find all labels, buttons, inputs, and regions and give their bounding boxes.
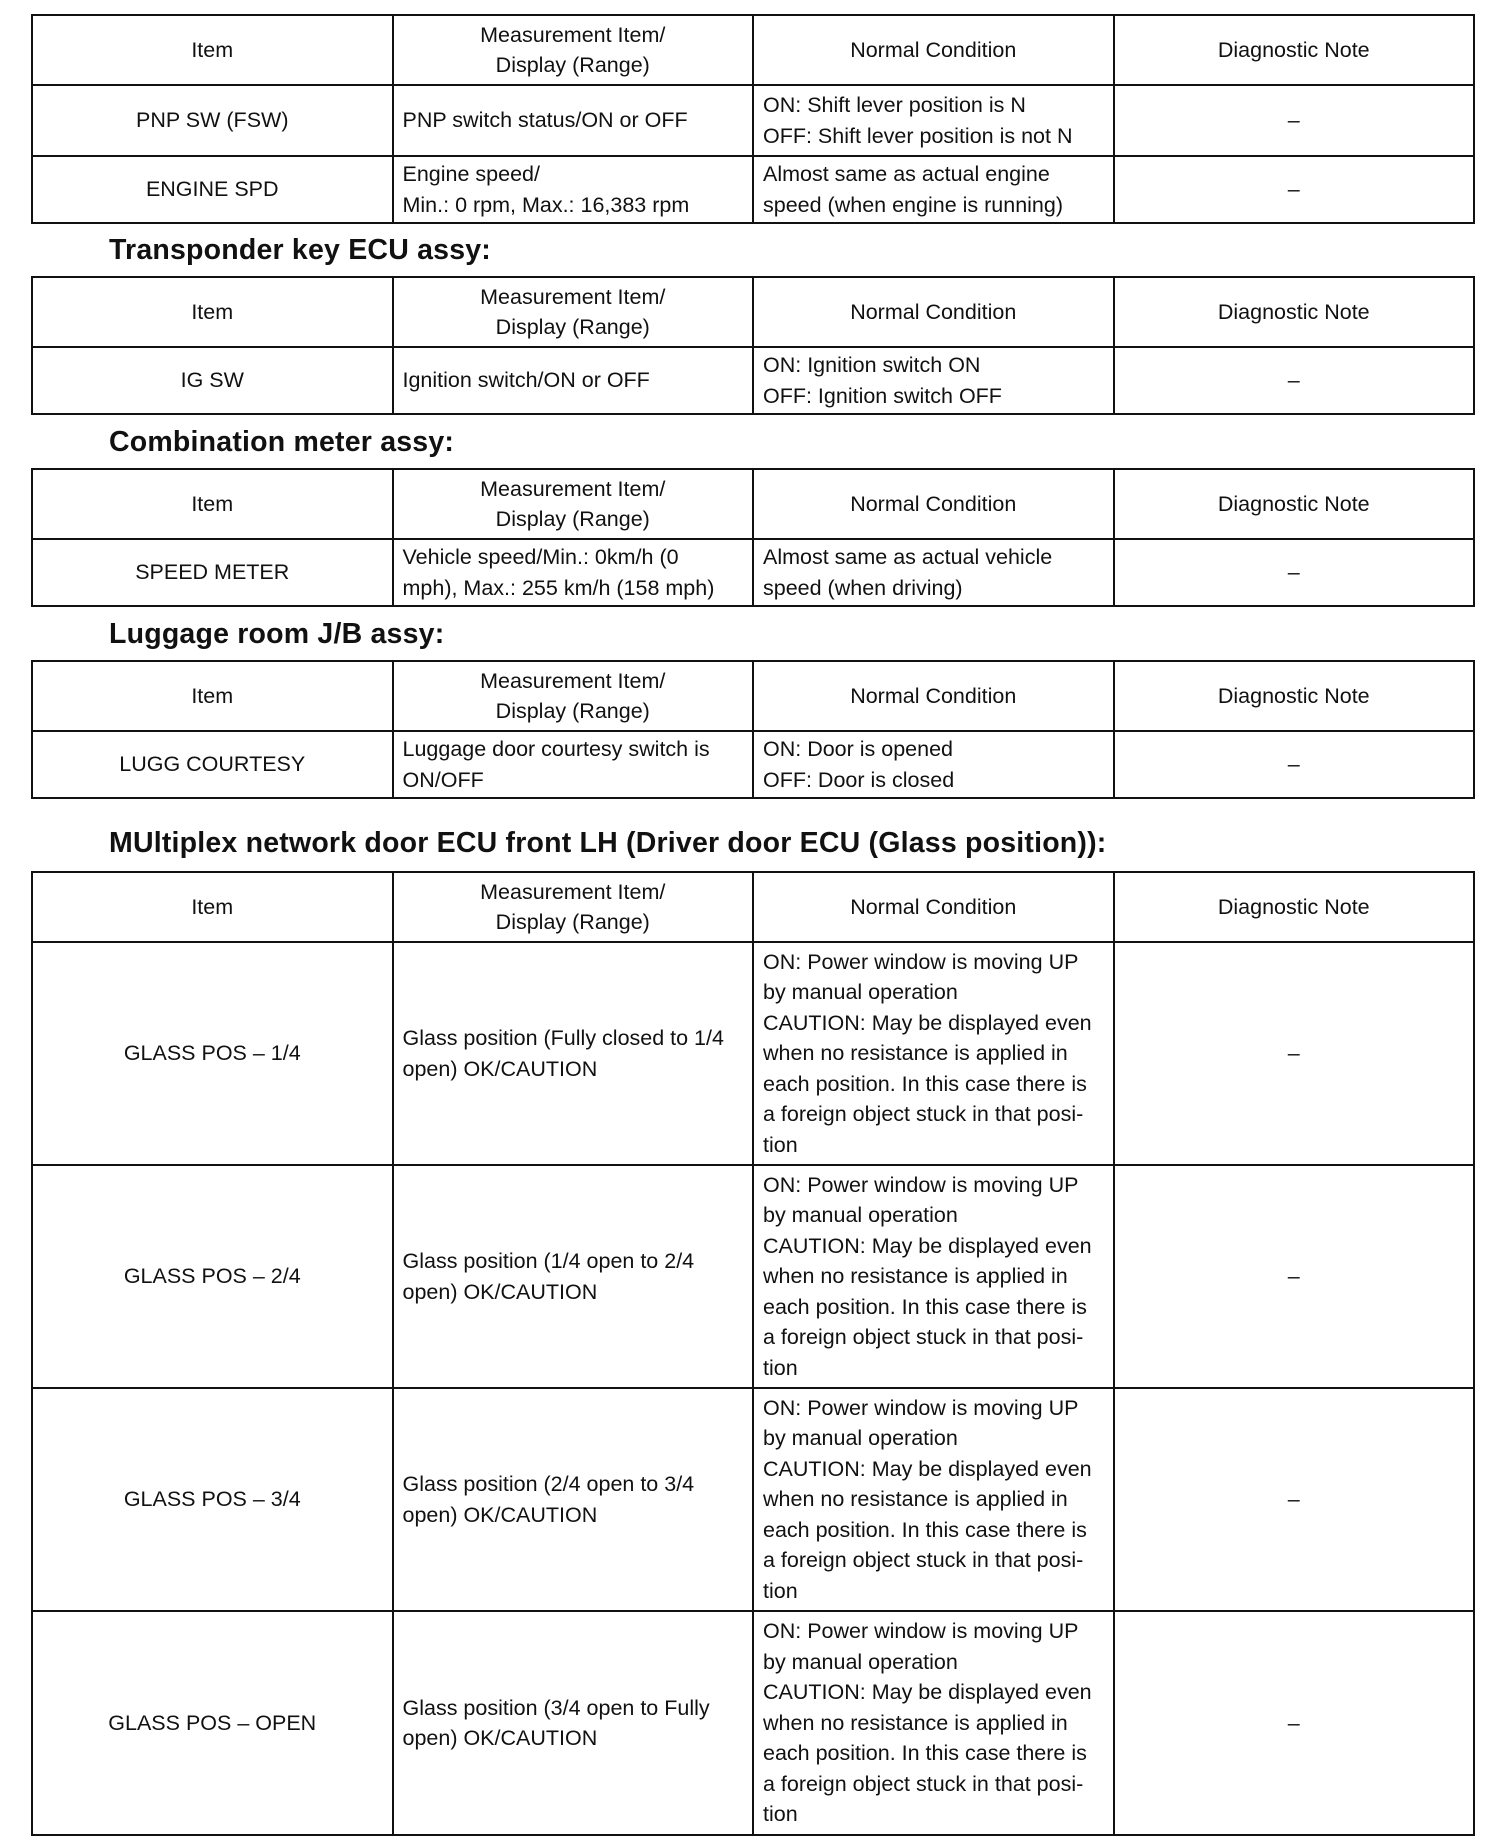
item-cell: LUGG COURTESY (32, 731, 393, 798)
table-row (32, 942, 1474, 1165)
normal-condition-line: OFF: Ignition switch OFF (763, 383, 1002, 408)
normal-condition-line: tion (763, 1578, 798, 1603)
table-row (32, 347, 1474, 414)
spec-table (31, 276, 1475, 415)
measurement-line: mph), Max.: 255 km/h (158 mph) (402, 575, 715, 600)
section-title: Luggage room J/B assy: (109, 617, 445, 650)
header-measurement (393, 277, 754, 347)
normal-condition-cell (753, 1165, 1114, 1388)
normal-condition-line: each position. In this case there is (763, 1071, 1087, 1096)
normal-condition-line: by manual operation (763, 1649, 958, 1674)
table-row (32, 85, 1474, 156)
normal-condition-cell (753, 731, 1114, 798)
header-item: Item (32, 15, 393, 85)
normal-condition-line: ON: Power window is moving UP (763, 1619, 1079, 1644)
normal-condition-line: by manual operation (763, 980, 958, 1005)
normal-condition-line: ON: Power window is moving UP (763, 949, 1079, 974)
diagnostic-note-cell: – (1114, 347, 1475, 414)
diagnostic-note-cell: – (1114, 1165, 1475, 1388)
measurement-line: open) OK/CAUTION (402, 1726, 598, 1750)
section-title: Combination meter assy: (109, 425, 455, 458)
diagnostic-note-cell: – (1114, 156, 1475, 223)
header-measurement-line: Display (Range) (495, 910, 650, 934)
header-measurement-line: Measurement Item/ (480, 284, 666, 309)
spec-table (31, 14, 1475, 224)
measurement-line: Engine speed/ (402, 162, 540, 186)
normal-condition-line: Almost same as actual vehicle (763, 545, 1053, 569)
normal-condition-line: by manual operation (763, 1203, 958, 1228)
measurement-line: PNP switch status/ON or OFF (402, 108, 688, 133)
spec-table (31, 468, 1475, 607)
normal-condition-line: CAUTION: May be displayed even (763, 1233, 1092, 1258)
measurement-line: Glass position (3/4 open to Fully (402, 1695, 710, 1720)
normal-condition-line: speed (when driving) (763, 575, 963, 600)
table-header-row (32, 872, 1474, 942)
measurement-cell (393, 156, 754, 223)
header-normal-condition: Normal Condition (753, 872, 1114, 942)
header-measurement-line: Measurement Item/ (480, 476, 666, 501)
header-diagnostic-note: Diagnostic Note (1114, 15, 1475, 85)
measurement-line: Luggage door courtesy switch is (402, 737, 710, 761)
measurement-cell (393, 731, 754, 798)
normal-condition-line: Almost same as actual engine (763, 162, 1050, 186)
normal-condition-line: ON: Ignition switch ON (763, 353, 981, 377)
diagnostic-note-cell: – (1114, 942, 1475, 1165)
normal-condition-line: ON: Power window is moving UP (763, 1395, 1079, 1420)
normal-condition-line: ON: Door is opened (763, 737, 954, 761)
measurement-cell (393, 942, 754, 1165)
measurement-line: Vehicle speed/Min.: 0km/h (0 (402, 545, 679, 569)
diagnostic-note-cell: – (1114, 1611, 1475, 1835)
normal-condition-cell (753, 347, 1114, 414)
header-diagnostic-note: Diagnostic Note (1114, 872, 1475, 942)
item-cell: SPEED METER (32, 539, 393, 606)
normal-condition-cell (753, 942, 1114, 1165)
measurement-cell (393, 85, 754, 156)
normal-condition-line: OFF: Door is closed (763, 767, 955, 792)
normal-condition-line: CAUTION: May be displayed even (763, 1456, 1092, 1481)
table-header-row (32, 277, 1474, 347)
normal-condition-cell (753, 85, 1114, 156)
table-row (32, 1165, 1474, 1388)
measurement-line: open) OK/CAUTION (402, 1056, 598, 1081)
diagnostic-note-cell: – (1114, 731, 1475, 798)
header-measurement-line: Measurement Item/ (480, 22, 666, 47)
section-title: MUltiplex network door ECU front LH (Driver door ECU (Glass position)): (109, 827, 1107, 859)
normal-condition-line: when no resistance is applied in (763, 1487, 1068, 1512)
normal-condition-line: ON: Shift lever position is N (763, 93, 1026, 117)
header-measurement (393, 661, 754, 731)
document (31, 14, 1473, 1836)
normal-condition-cell (753, 156, 1114, 223)
item-cell: GLASS POS – OPEN (32, 1611, 393, 1835)
normal-condition-line: a foreign object stuck in that posi- (763, 1771, 1084, 1796)
item-cell: IG SW (32, 347, 393, 414)
item-cell: GLASS POS – 3/4 (32, 1388, 393, 1611)
table-row (32, 731, 1474, 798)
normal-condition-line: CAUTION: May be displayed even (763, 1010, 1092, 1035)
normal-condition-line: when no resistance is applied in (763, 1041, 1068, 1066)
measurement-line: Glass position (Fully closed to 1/4 (402, 1026, 724, 1050)
header-item: Item (32, 277, 393, 347)
normal-condition-line: tion (763, 1802, 798, 1827)
header-normal-condition: Normal Condition (753, 469, 1114, 539)
diagnostic-note-cell: – (1114, 85, 1475, 156)
table-row (32, 1611, 1474, 1835)
header-measurement (393, 872, 754, 942)
header-measurement (393, 15, 754, 85)
measurement-cell (393, 1388, 754, 1611)
measurement-cell (393, 1611, 754, 1835)
table-row (32, 1388, 1474, 1611)
table-header-row (32, 469, 1474, 539)
normal-condition-line: a foreign object stuck in that posi- (763, 1102, 1084, 1127)
normal-condition-line: each position. In this case there is (763, 1741, 1087, 1766)
table-row (32, 156, 1474, 223)
measurement-line: open) OK/CAUTION (402, 1502, 598, 1527)
table-header-row (32, 15, 1474, 85)
table-header-row (32, 661, 1474, 731)
normal-condition-cell (753, 1611, 1114, 1835)
spec-table (31, 871, 1475, 1836)
diagnostic-note-cell: – (1114, 1388, 1475, 1611)
header-measurement-line: Display (Range) (495, 315, 650, 339)
header-normal-condition: Normal Condition (753, 15, 1114, 85)
normal-condition-cell (753, 539, 1114, 606)
normal-condition-line: OFF: Shift lever position is not N (763, 123, 1073, 148)
item-cell: GLASS POS – 1/4 (32, 942, 393, 1165)
table-row (32, 539, 1474, 606)
header-diagnostic-note: Diagnostic Note (1114, 277, 1475, 347)
header-normal-condition: Normal Condition (753, 277, 1114, 347)
measurement-line: Glass position (2/4 open to 3/4 (402, 1472, 695, 1496)
measurement-cell (393, 347, 754, 414)
header-item: Item (32, 872, 393, 942)
header-normal-condition: Normal Condition (753, 661, 1114, 731)
header-measurement-line: Display (Range) (495, 53, 650, 77)
measurement-line: ON/OFF (402, 767, 484, 792)
normal-condition-line: a foreign object stuck in that posi- (763, 1548, 1084, 1573)
normal-condition-line: tion (763, 1355, 798, 1380)
normal-condition-line: speed (when engine is running) (763, 192, 1064, 217)
header-measurement (393, 469, 754, 539)
measurement-line: Min.: 0 rpm, Max.: 16,383 rpm (402, 192, 690, 217)
normal-condition-line: by manual operation (763, 1426, 958, 1451)
diagnostic-note-cell: – (1114, 539, 1475, 606)
item-cell: GLASS POS – 2/4 (32, 1165, 393, 1388)
normal-condition-line: each position. In this case there is (763, 1517, 1087, 1542)
normal-condition-line: when no resistance is applied in (763, 1710, 1068, 1735)
header-diagnostic-note: Diagnostic Note (1114, 661, 1475, 731)
item-cell: PNP SW (FSW) (32, 85, 393, 156)
header-diagnostic-note: Diagnostic Note (1114, 469, 1475, 539)
item-cell: ENGINE SPD (32, 156, 393, 223)
header-measurement-line: Display (Range) (495, 507, 650, 531)
header-measurement-line: Measurement Item/ (480, 668, 666, 693)
section-title: Transponder key ECU assy: (109, 234, 491, 266)
measurement-cell (393, 1165, 754, 1388)
normal-condition-line: each position. In this case there is (763, 1294, 1087, 1319)
header-measurement-line: Measurement Item/ (480, 879, 666, 904)
normal-condition-line: CAUTION: May be displayed even (763, 1680, 1092, 1705)
header-item: Item (32, 661, 393, 731)
normal-condition-line: when no resistance is applied in (763, 1264, 1068, 1289)
normal-condition-line: a foreign object stuck in that posi- (763, 1325, 1084, 1350)
header-item: Item (32, 469, 393, 539)
measurement-line: open) OK/CAUTION (402, 1279, 598, 1304)
normal-condition-line: tion (763, 1132, 798, 1157)
spec-table (31, 660, 1475, 799)
measurement-line: Ignition switch/ON or OFF (402, 368, 650, 393)
measurement-line: Glass position (1/4 open to 2/4 (402, 1249, 695, 1273)
normal-condition-line: ON: Power window is moving UP (763, 1172, 1079, 1197)
normal-condition-cell (753, 1388, 1114, 1611)
measurement-cell (393, 539, 754, 606)
header-measurement-line: Display (Range) (495, 699, 650, 723)
